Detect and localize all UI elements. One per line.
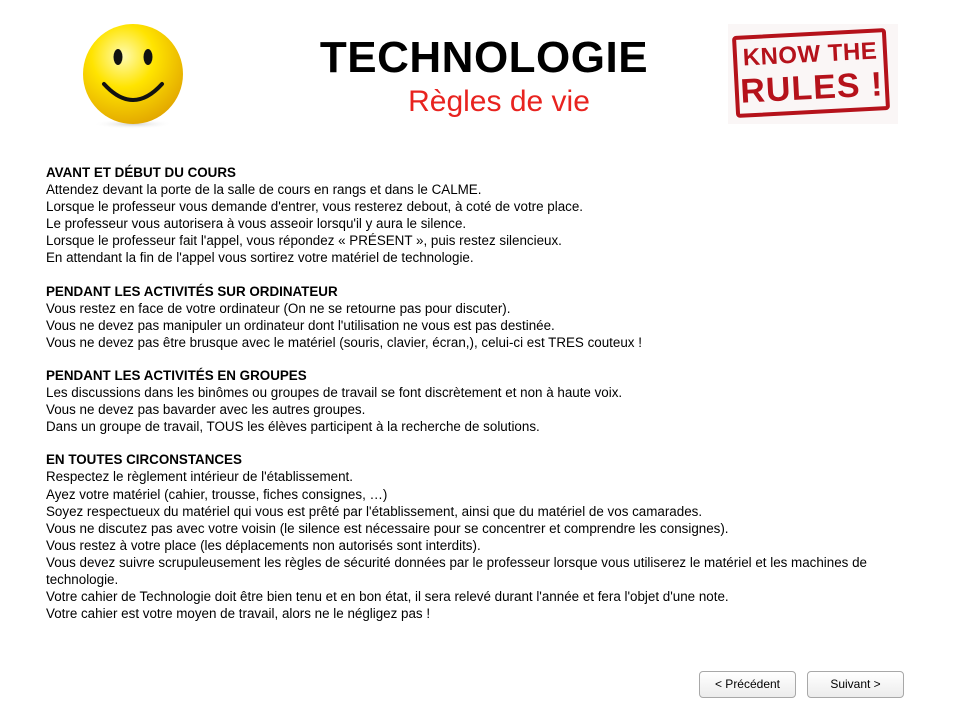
section-groupes [46, 367, 926, 435]
page-title: TECHNOLOGIE [319, 33, 649, 82]
previous-button[interactable]: < Précédent [699, 671, 796, 698]
stamp-line-1: KNOW THE [742, 37, 878, 72]
rule-line: Votre cahier de Technologie doit être bien tenu et en bon état, il sera relevé durant l'année et fera l'objet d'une note. [46, 589, 729, 605]
rule-line: Vous devez suivre scrupuleusement les règles de sécurité données par le professeur lorsque vous utiliserez le matériel et les machines de technologie. [46, 554, 867, 587]
rules-content [46, 164, 926, 638]
rule-line: Vous restez en face de votre ordinateur (On ne se retourne pas pour discuter). [46, 300, 511, 316]
section-heading: PENDANT LES ACTIVITÉS EN GROUPES [46, 367, 307, 383]
rule-line: Dans un groupe de travail, TOUS les élèves participent à la recherche de solutions. [46, 419, 540, 435]
rule-line: Attendez devant la porte de la salle de cours en rangs et dans le CALME. [46, 182, 482, 198]
section-heading: PENDANT LES ACTIVITÉS SUR ORDINATEUR [46, 283, 338, 299]
rule-line: Vous restez à votre place (les déplacements non autorisés sont interdits). [46, 537, 481, 553]
rule-line: Vous ne devez pas être brusque avec le matériel (souris, clavier, écran,), celui-ci est TRES couteux ! [46, 334, 642, 350]
rule-line: Vous ne devez pas bavarder avec les autres groupes. [46, 402, 366, 418]
know-the-rules-stamp [728, 24, 898, 124]
page-subtitle: Règles de vie [408, 85, 590, 118]
section-heading: EN TOUTES CIRCONSTANCES [46, 452, 242, 468]
section-avant-debut [46, 164, 926, 267]
rule-line: Votre cahier est votre moyen de travail, alors ne le négligez pas ! [46, 606, 431, 622]
rule-line: Les discussions dans les binômes ou groupes de travail se font discrètement et non à haute voix. [46, 385, 623, 401]
stamp-line-2: RULES ! [739, 65, 885, 111]
rule-line: Vous ne devez pas manipuler un ordinateur dont l'utilisation ne vous est pas destinée. [46, 317, 555, 333]
section-circonstances [46, 451, 926, 622]
rule-line: Lorsque le professeur fait l'appel, vous répondez « PRÉSENT », puis restez silencieux. [46, 233, 562, 249]
rule-line: Ayez votre matériel (cahier, trousse, fiches consignes, …) [46, 486, 388, 502]
rule-line: Le professeur vous autorisera à vous asseoir lorsqu'il y aura le silence. [46, 216, 467, 232]
section-ordinateur [46, 283, 926, 351]
rule-line: Vous ne discutez pas avec votre voisin (le silence est nécessaire pour se concentrer et comprendre les consignes). [46, 520, 729, 536]
rule-line: Respectez le règlement intérieur de l'établissement. [46, 469, 353, 485]
rule-line: Lorsque le professeur vous demande d'entrer, vous resterez debout, à coté de votre place. [46, 199, 584, 215]
section-heading: AVANT ET DÉBUT DU COURS [46, 165, 236, 180]
rule-line: En attendant la fin de l'appel vous sortirez votre matériel de technologie. [46, 250, 474, 266]
rule-line: Soyez respectueux du matériel qui vous est prêté par l'établissement, ainsi que du matériel de vos camarades. [46, 503, 703, 519]
next-button[interactable]: Suivant > [807, 671, 904, 698]
